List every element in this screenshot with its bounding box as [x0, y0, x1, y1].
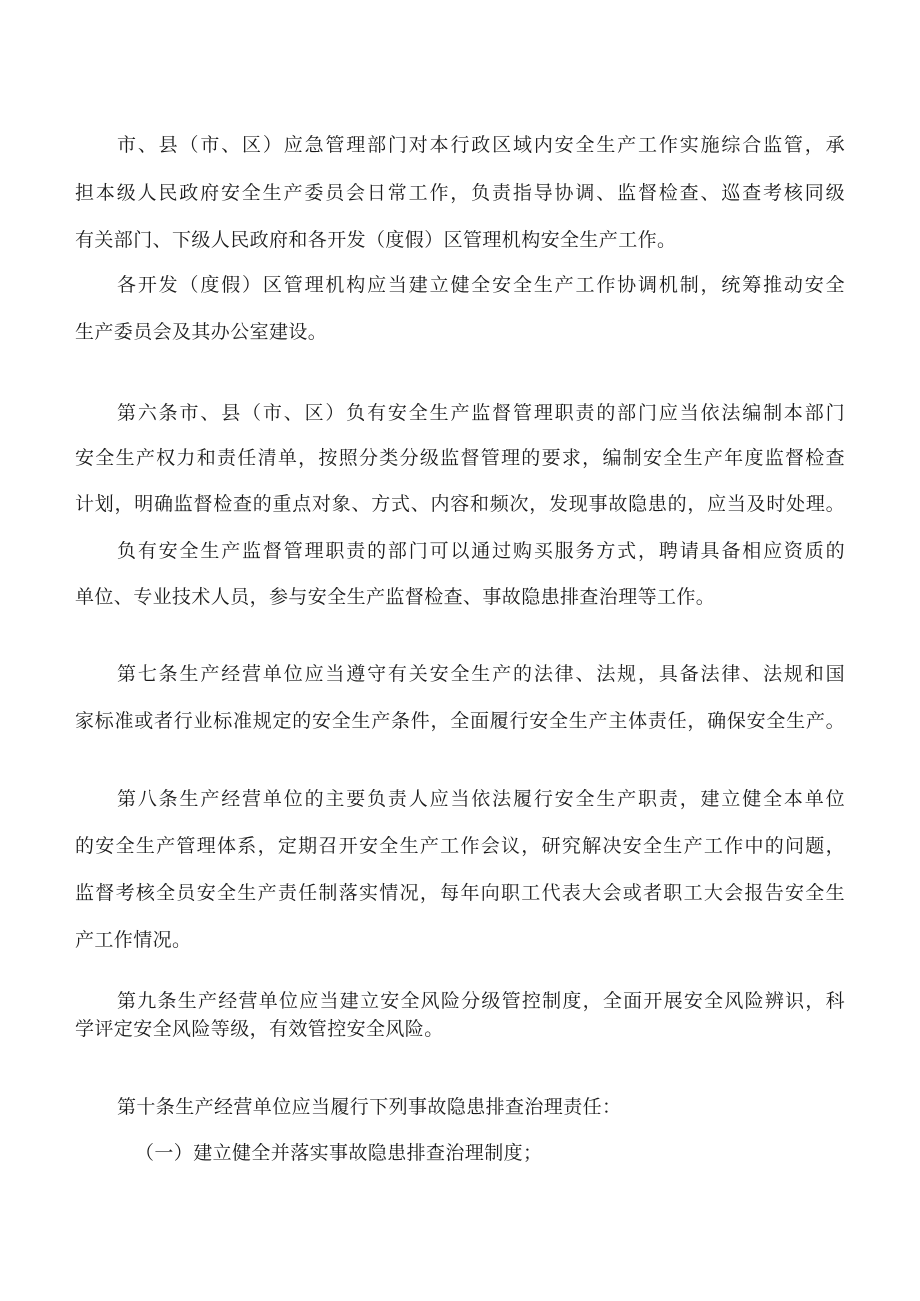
text-line: 各开发（度假）区管理机构应当建立健全安全生产工作协调机制，统筹推动安全 [117, 274, 845, 296]
text-line: 负有安全生产监督管理职责的部门可以通过购买服务方式，聘请具备相应资质的 [117, 540, 845, 562]
text-line: 市、县（市、区）应急管理部门对本行政区域内安全生产工作实施综合监管，承 [117, 134, 845, 156]
text-line: 第八条生产经营单位的主要负责人应当依法履行安全生产职责，建立健全本单位 [117, 788, 845, 810]
text-line: 有关部门、下级人民政府和各开发（度假）区管理机构安全生产工作。 [75, 229, 677, 251]
text-line: 第六条市、县（市、区）负有安全生产监督管理职责的部门应当依法编制本部门 [117, 402, 845, 424]
text-line: 产工作情况。 [75, 929, 192, 951]
text-line: （一）建立健全并落实事故隐患排查治理制度； [135, 1142, 543, 1164]
text-line: 第十条生产经营单位应当履行下列事故隐患排查治理责任： [117, 1096, 622, 1118]
text-line: 计划，明确监督检查的重点对象、方式、内容和频次，发现事故隐患的，应当及时处理。 [75, 493, 845, 515]
text-line: 监督考核全员安全生产责任制落实情况，每年向职工代表大会或者职工大会报告安全生 [75, 882, 845, 904]
text-line: 的安全生产管理体系，定期召开安全生产工作会议，研究解决安全生产工作中的问题， [75, 835, 845, 857]
text-line: 家标准或者行业标准规定的安全生产条件，全面履行安全生产主体责任，确保安全生产。 [75, 710, 845, 732]
text-line: 生产委员会及其办公室建设。 [75, 321, 328, 343]
text-line: 第九条生产经营单位应当建立安全风险分级管控制度，全面开展安全风险辨识，科 [117, 990, 845, 1012]
text-line: 担本级人民政府安全生产委员会日常工作，负责指导协调、监督检查、巡查考核同级 [75, 182, 845, 204]
text-line: 学评定安全风险等级，有效管控安全风险。 [75, 1018, 444, 1040]
text-line: 第七条生产经营单位应当遵守有关安全生产的法律、法规，具备法律、法规和国 [117, 663, 845, 685]
text-line: 安全生产权力和责任清单，按照分类分级监督管理的要求，编制安全生产年度监督检查 [75, 447, 845, 469]
text-line: 单位、专业技术人员，参与安全生产监督检查、事故隐患排查治理等工作。 [75, 586, 716, 608]
